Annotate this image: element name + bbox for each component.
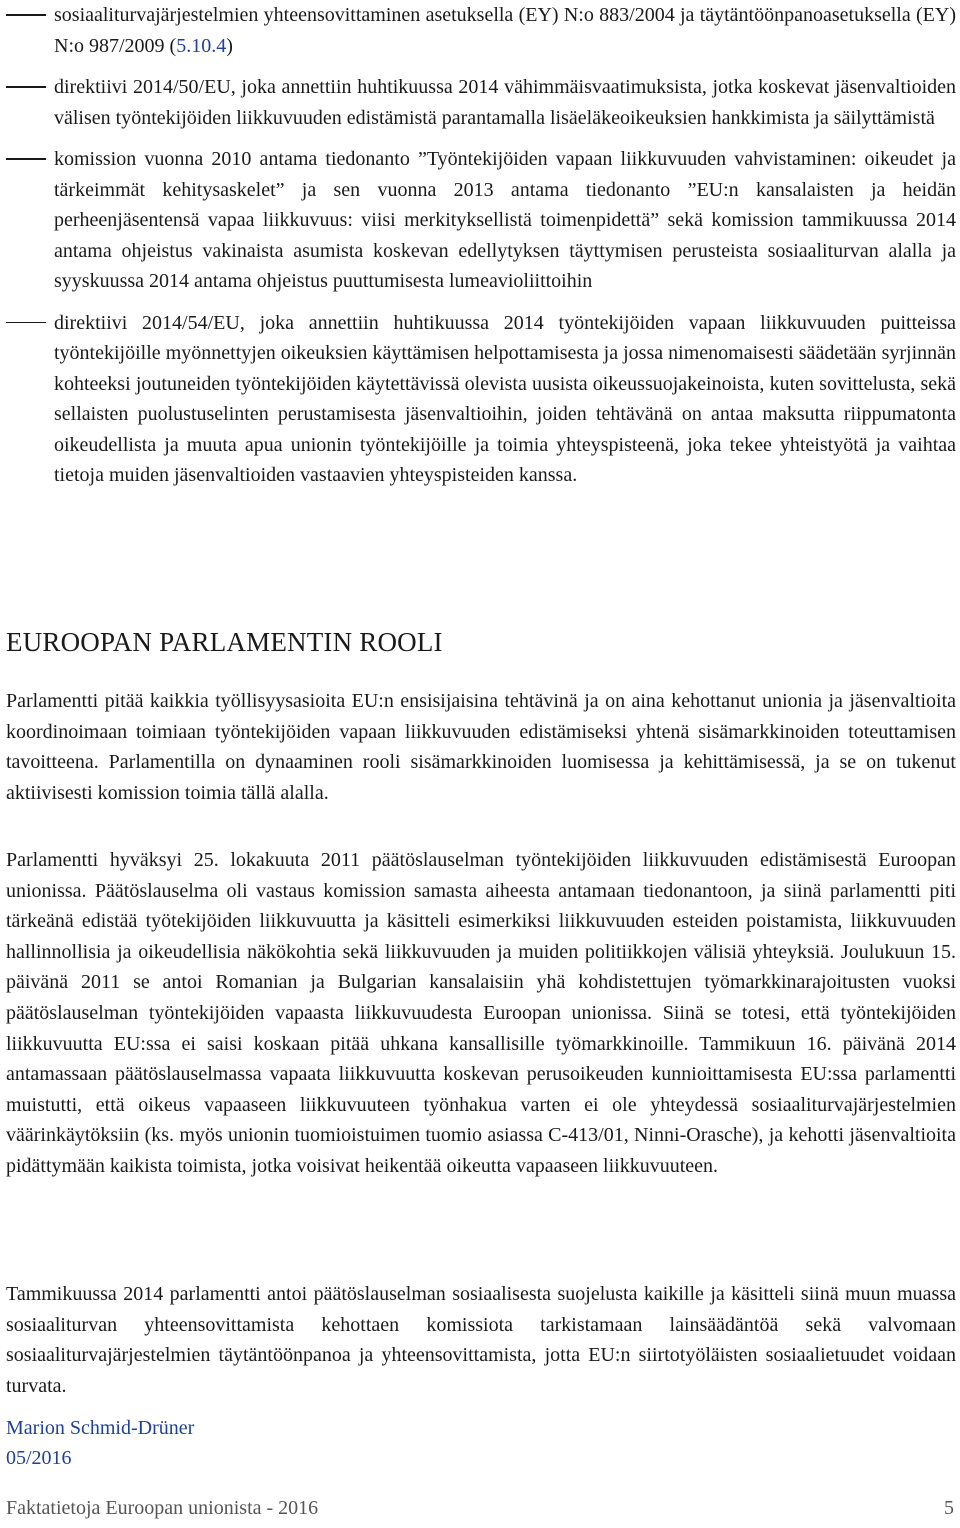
- list-item-text: direktiivi 2014/54/EU, joka annettiin huhtikuussa 2014 työntekijöiden vapaan liikkuvuuden puitteissa työntekijöille myönnettyjen oikeuksien käyttämisen helpottamisesta ja jossa nimenomaisesti säädetään syrjinnän kohteeksi joutuneiden työntekijöiden käytettävissä olevista uusista oikeussuojakeinoista, kuten sovittelusta, sekä sellaisten puolustuselinten perustamisesta jäsenvaltioihin, joiden tehtävänä on antaa maksutta riippumatonta oikeudellista ja muuta apua unionin työntekijöille ja toimia yhteyspisteenä, joka tekee yhteistyötä ja vaihtaa tietoja muiden jäsenvaltioiden vastaavien yhteyspisteiden kanssa.: [54, 311, 956, 486]
- paragraph: Parlamentti hyväksyi 25. lokakuuta 2011 päätöslauselman työntekijöiden liikkuvuuden edistämisestä Euroopan unionissa. Päätöslauselma oli vastaus komission samasta aiheesta antamaan tiedonantoon, ja siinä parlamentti piti tärkeänä edistää työtekijöiden liikkuvuutta ja käsitteli esimerkiksi liikkuvuuden esteiden poistamista, liikkuvuuden hallinnollisia ja oikeudellisia näkökohtia sekä liikkuvuuden ja muiden politiikkojen välisiä yhteyksiä. Joulukuun 15. päivänä 2011 se antoi Romanian ja Bulgarian kansalaisiin yhä kohdistettujen työmarkkinarajoitusten vuoksi päätöslauselman työntekijöiden vapaasta liikkuvuudesta Euroopan unionissa. Siinä se totesi, että työntekijöiden liikkuvuutta EU:ssa ei saisi koskaan pitää uhkana kansallisille työmarkkinoille. Tammikuun 16. päivänä 2014 antamassaan päätöslauselmassa vapaata liikkuvuutta koskevan perusoikeuden kunnioittamisesta EU:ssa parlamentti muistutti, että oikeus vapaaseen liikkuvuuteen työnhakua varten ei ole yhteydessä sosiaaliturvajärjestelmien väärinkäytöksiin (ks. myös unionin tuomioistuimen tuomio asiassa C-413/01, Ninni-Orasche), ja kehotti jäsenvaltioita pidättymään kaikista toimista, jotka voisivat heikentää oikeutta vapaaseen liikkuvuuteen.: [6, 849, 956, 1177]
- dash-bullet-icon: [6, 86, 46, 88]
- list-item-text: komission vuonna 2010 antama tiedonanto ”Työntekijöiden vapaan liikkuvuuden vahvistaminen: oikeudet ja tärkeimmät kehitysaskelet” ja sen vuonna 2013 antama tiedonanto ”EU:n kansalaisten ja heidän perheenjäsentensä vapaa liikkuvuus: viisi merkityksellistä toimenpidettä” sekä komission tammikuussa 2014 antama ohjeistus vakinaista asumista koskevan edellytyksen täyttymisen perusteista sosiaaliturvan alalla ja syyskuussa 2014 antama ohjeistus puuttumisesta lumeavioliittoihin: [54, 148, 956, 292]
- author-name-link[interactable]: Marion Schmid-Drüner: [6, 1417, 195, 1439]
- list-item: [6, 144, 956, 297]
- list-item-text: sosiaaliturvajärjestelmien yhteensovittaminen asetuksella (EY) N:o 883/2004 ja täytäntöönpanoasetuksella (EY) N:o 987/2009 (: [54, 4, 956, 57]
- list-item-text-end: ): [226, 34, 233, 57]
- list-item: [6, 72, 956, 133]
- publication-date: 05/2016: [6, 1447, 72, 1469]
- page-footer: [6, 1493, 954, 1523]
- paragraph: Tammikuussa 2014 parlamentti antoi päätöslauselman sosiaalisesta suojelusta kaikille ja käsitteli siinä muun muassa sosiaaliturvan yhteensovittamista kehottaen komissiota tarkistamaan lainsäädäntöä sekä valvomaan sosiaaliturvajärjestelmien täytäntöönpanoa ja yhteensovittamista, jotta EU:n siirtotyöläisten sosiaalietuudet voidaan turvata.: [6, 1283, 956, 1397]
- dash-bullet-icon: [6, 14, 46, 16]
- directive-list: [6, 0, 956, 501]
- list-item-text: direktiivi 2014/50/EU, joka annettiin huhtikuussa 2014 vähimmäisvaatimuksista, jotka koskevat jäsenvaltioiden välisen työntekijöiden liikkuvuuden edistämistä parantamalla lisäeläkeoikeuksien hankkimista ja säilyttämistä: [54, 76, 956, 129]
- paragraph: Parlamentti pitää kaikkia työllisyysasioita EU:n ensisijaisina tehtävinä ja on aina kehottanut unionia ja jäsenvaltioita koordinoimaan toimiaan työntekijöiden vapaan liikkuvuuden edistämiseksi yhtenä sisämarkkinoiden toteuttamisen tavoitteena. Parlamentilla on dynaaminen rooli sisämarkkinoiden luomisessa ja kehittämisessä, ja se on tukenut aktiivisesti komission toimia tällä alalla.: [6, 690, 956, 804]
- footer-title: Faktatietoja Euroopan unionista - 2016: [6, 1497, 319, 1519]
- dash-bullet-icon: [6, 322, 46, 324]
- list-item: [6, 0, 956, 61]
- dash-bullet-icon: [6, 158, 46, 160]
- reference-link[interactable]: 5.10.4: [176, 34, 227, 57]
- list-item: [6, 308, 956, 491]
- page-number: 5: [944, 1497, 954, 1519]
- section-heading: EUROOPAN PARLAMENTIN ROOLI: [6, 627, 443, 657]
- author-block: [6, 1413, 194, 1473]
